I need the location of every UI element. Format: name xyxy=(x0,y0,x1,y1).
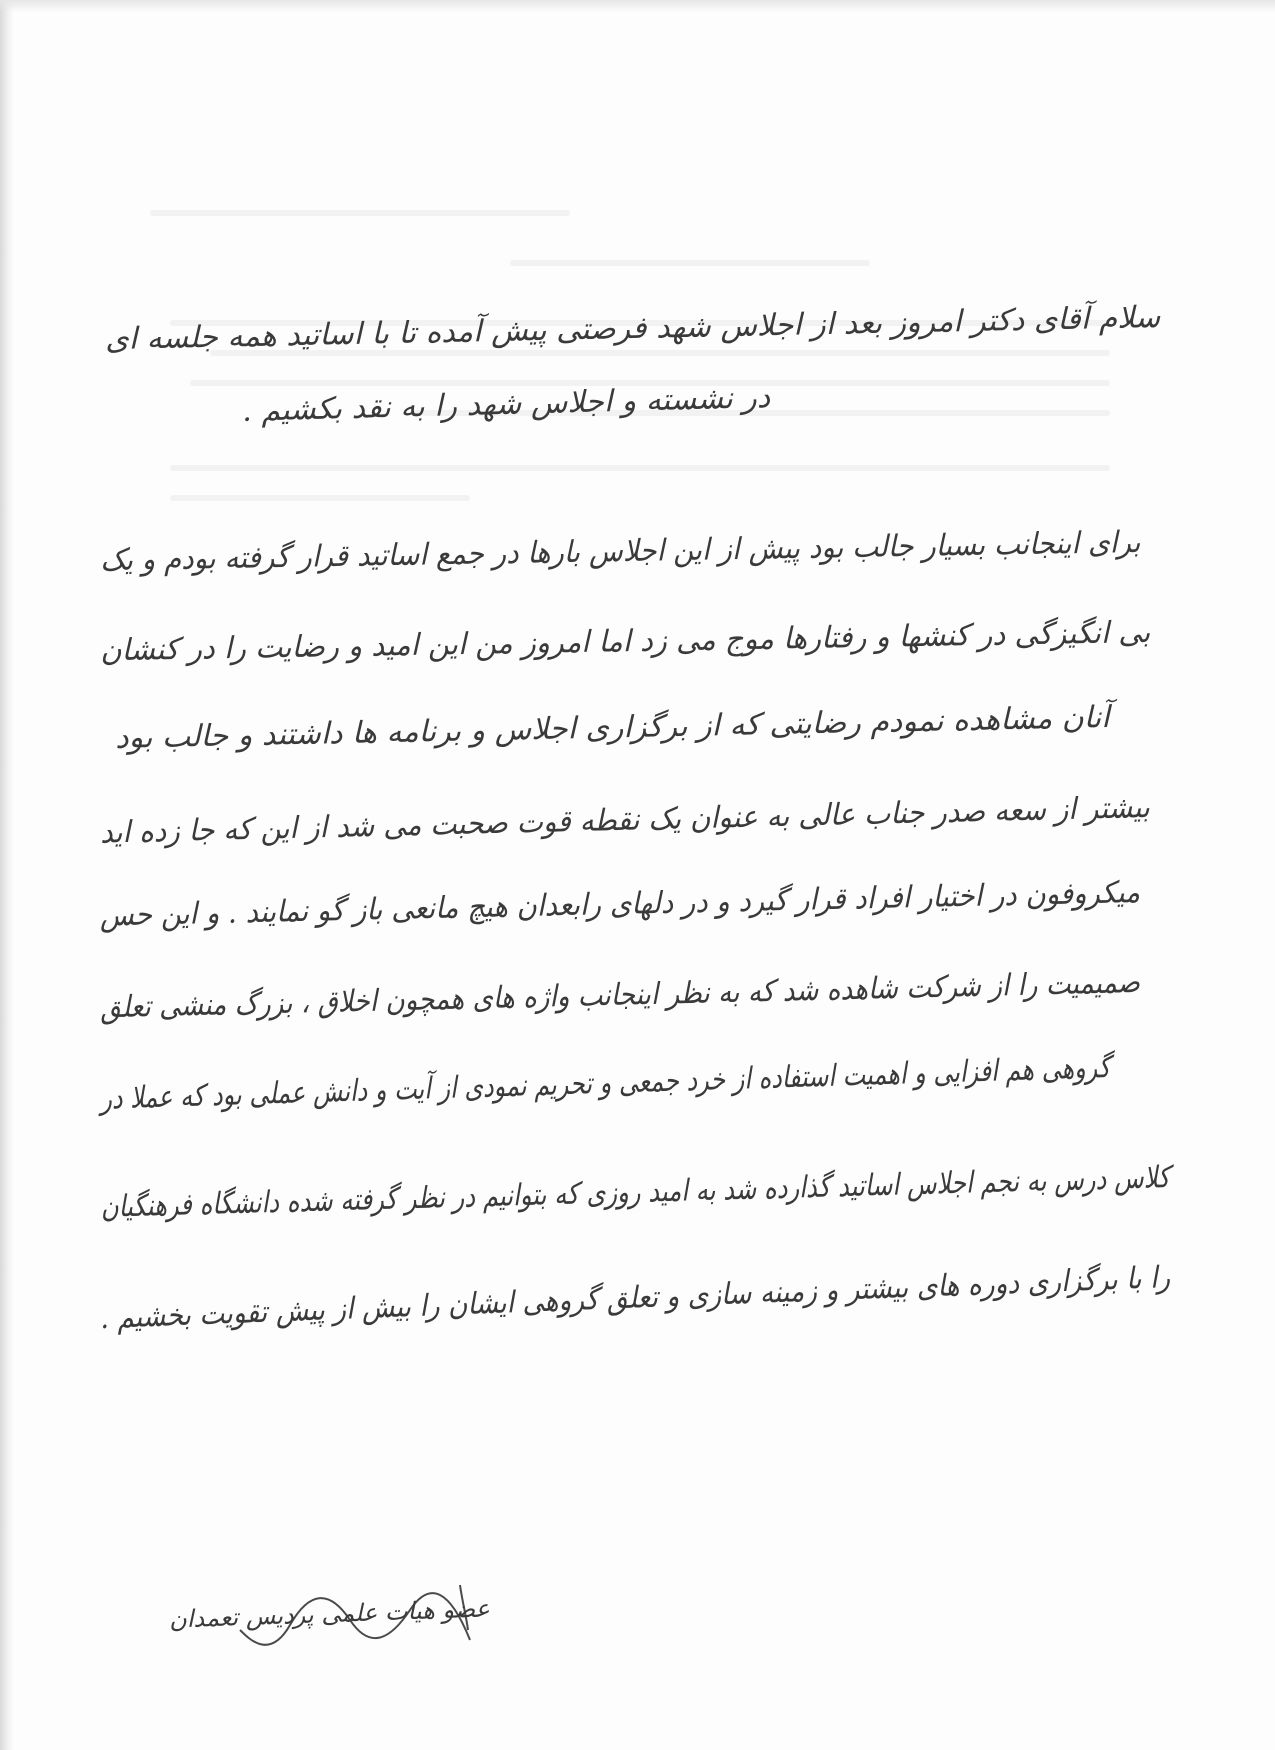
signature-text: عضو هیات علمی پردیس تعمدان xyxy=(168,1594,491,1634)
letter-line: کلاس درس به نجم اجلاس اساتید گذارده شد به امید روزی که بتوانیم در نظر گرفته شده دانشگاه فرهنگیان xyxy=(100,1160,1171,1225)
letter-line: میکروفون در اختیار افراد قرار گیرد و در دلهای رابعدان هیچ مانعی باز گو نمایند . و این حس xyxy=(99,875,1141,934)
signature-block xyxy=(168,1570,491,1660)
handwritten-letter xyxy=(90,300,1170,1720)
letter-line: سلام آقای دکتر امروز بعد از اجلاس شهد فرصتی پیش آمده تا با اساتید همه جلسه ای xyxy=(104,300,1161,358)
letter-line: در نشسته و اجلاس شهد را به نقد بکشیم . xyxy=(241,380,771,429)
letter-line: بی انگیزگی در کنشها و رفتارها موج می زد اما امروز من این امید و رضایت را در کنشان xyxy=(99,615,1151,669)
letter-line: بیشتر از سعه صدر جناب عالی به عنوان یک نقطه قوت صحبت می شد از این که جا زده اید xyxy=(99,790,1151,851)
letter-line: آنان مشاهده نمودم رضایتی که از برگزاری اجلاس و برنامه ها داشتند و جالب بود xyxy=(115,700,1111,756)
letter-line: صمیمیت را از شرکت شاهده شد که به نظر اینجانب واژه های همچون اخلاق ، بزرگ منشی تعلق xyxy=(99,965,1141,1026)
scan-shadow-top xyxy=(0,0,1275,12)
letter-line: برای اینجانب بسیار جالب بود پیش از این اجلاس بارها در جمع اساتید قرار گرفته بودم و یک xyxy=(99,525,1141,579)
scan-shadow-left xyxy=(0,0,14,1750)
letter-line: گروهی هم افزایی و اهمیت استفاده از خرد جمعی و تحریم نمودی از آیت و دانش عملی بود که عملا در xyxy=(99,1050,1111,1117)
letter-line: را با برگزاری دوره های بیشتر و زمینه سازی و تعلق گروهی ایشان را بیش از پیش تقویت بخشیم . xyxy=(99,1260,1171,1337)
